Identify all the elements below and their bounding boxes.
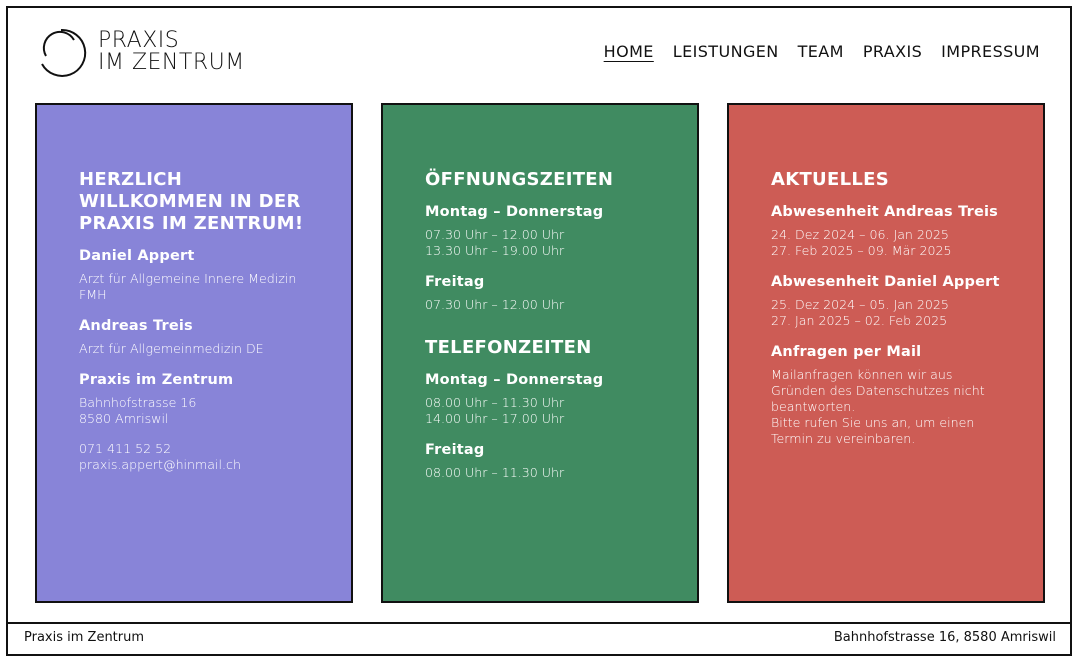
nav-home[interactable]: HOME [603, 42, 654, 61]
phone-hours-heading: TELEFONZEITEN [425, 337, 592, 358]
brand-line-1: PRAXIS [98, 28, 180, 53]
section-gap [425, 327, 655, 337]
phone-friday-label: Freitag [425, 442, 485, 458]
doctor2-name: Andreas Treis [79, 318, 193, 334]
absence1-title: Abwesenheit Andreas Treis [771, 204, 998, 220]
nav-impressum[interactable]: IMPRESSUM [941, 42, 1040, 61]
phone-weekday-time-2: 14.00 Uhr – 17.00 Uhr [425, 411, 565, 426]
address-city: 8580 Amriswil [79, 411, 169, 426]
opening-friday-time: 07.30 Uhr – 12.00 Uhr [425, 297, 565, 312]
page-frame [6, 6, 1072, 656]
logo-icon[interactable] [34, 26, 88, 80]
mail-notice-text-2: Bitte rufen Sie uns an, um einen Termin zu vereinbaren. [771, 415, 975, 446]
phone-friday-time: 08.00 Uhr – 11.30 Uhr [425, 465, 565, 480]
opening-weekday-times [425, 227, 655, 259]
doctor2-title: Arzt für Allgemeinmedizin DE [79, 341, 264, 356]
nav-team[interactable]: TEAM [797, 42, 844, 61]
opening-weekday-time-2: 13.30 Uhr – 19.00 Uhr [425, 243, 565, 258]
phone-weekday-time-1: 08.00 Uhr – 11.30 Uhr [425, 395, 565, 410]
opening-friday-label: Freitag [425, 274, 485, 290]
absence2-title: Abwesenheit Daniel Appert [771, 274, 1000, 290]
news-card [727, 103, 1045, 603]
phone-number[interactable]: 071 411 52 52 [79, 441, 172, 456]
absence2-dates [771, 297, 1001, 329]
main-nav [604, 42, 1040, 61]
email-link[interactable]: praxis.appert@hinmail.ch [79, 457, 241, 472]
hours-card [381, 103, 699, 603]
site-header [8, 8, 1070, 100]
mail-notice [771, 367, 1001, 447]
brand-line-2: IM ZENTRUM [98, 50, 245, 75]
absence1-date-1: 24. Dez 2024 – 06. Jan 2025 [771, 227, 949, 242]
practice-name: Praxis im Zentrum [79, 372, 234, 388]
practice-address [79, 395, 309, 427]
footer-address: Bahnhofstrasse 16, 8580 Amriswil [833, 630, 1056, 645]
absence1-date-2: 27. Feb 2025 – 09. Mär 2025 [771, 243, 952, 258]
address-street: Bahnhofstrasse 16 [79, 395, 197, 410]
nav-leistungen[interactable]: LEISTUNGEN [672, 42, 779, 61]
practice-contact [79, 441, 309, 473]
doctor1-title: Arzt für Allgemeine Innere Medizin FMH [79, 271, 297, 302]
footer-practice-name: Praxis im Zentrum [24, 630, 145, 645]
opening-weekday-label: Montag – Donnerstag [425, 204, 604, 220]
mail-title: Anfragen per Mail [771, 344, 922, 360]
mail-notice-text-1: Mailanfragen können wir aus Gründen des Datenschutzes nicht beantworten. [771, 367, 985, 414]
absence2-date-1: 25. Dez 2024 – 05. Jan 2025 [771, 297, 949, 312]
phone-weekday-label: Montag – Donnerstag [425, 372, 604, 388]
phone-weekday-times [425, 395, 655, 427]
brand-name[interactable] [98, 30, 245, 74]
opening-weekday-time-1: 07.30 Uhr – 12.00 Uhr [425, 227, 565, 242]
welcome-heading: HERZLICH WILLKOMMEN IN DER PRAXIS IM ZENTRUM! [79, 169, 304, 234]
news-heading: AKTUELLES [771, 169, 889, 190]
absence2-date-2: 27. Jan 2025 – 02. Feb 2025 [771, 313, 948, 328]
doctor1-name: Daniel Appert [79, 248, 195, 264]
nav-praxis[interactable]: PRAXIS [862, 42, 923, 61]
welcome-card [35, 103, 353, 603]
absence1-dates [771, 227, 1001, 259]
site-footer [8, 622, 1070, 654]
opening-hours-heading: ÖFFNUNGSZEITEN [425, 169, 614, 190]
